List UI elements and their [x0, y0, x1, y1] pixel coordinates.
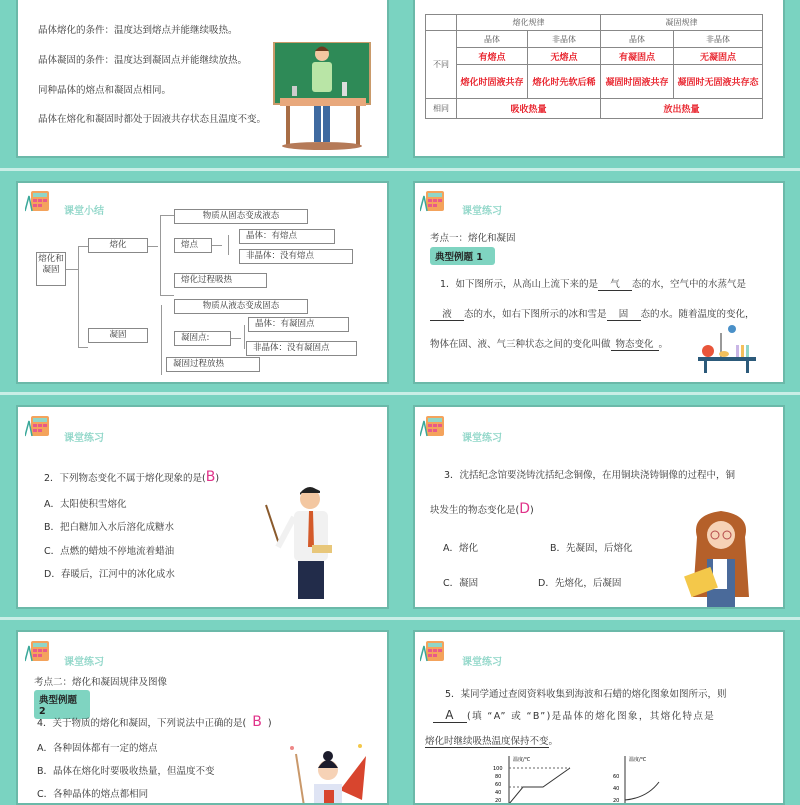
cell: 熔化时先软后稀	[528, 65, 601, 99]
cell: 凝固时无固液共存态	[674, 65, 763, 99]
question-text: 4．关于物质的熔化和凝固，下列说法中正确的是( B )	[37, 714, 272, 730]
calculator-icon	[420, 640, 448, 662]
calculator-icon	[420, 190, 448, 212]
slide-2[interactable]	[413, 0, 785, 158]
answer: D	[519, 501, 530, 517]
svg-text:温度/℃: 温度/℃	[629, 757, 647, 763]
slide-header-title: 课堂练习	[462, 206, 502, 217]
cell: 熔化时固液共存	[457, 65, 528, 99]
slide-3[interactable]	[16, 181, 389, 384]
slide-header-title: 课堂练习	[64, 433, 104, 444]
calculator-icon	[25, 415, 53, 437]
option: B．晶体在熔化时要吸收热量，但温度不变	[37, 766, 215, 777]
option: D．先熔化，后凝固	[538, 578, 622, 589]
calculator-icon	[420, 415, 448, 437]
svg-text:温度/℃: 温度/℃	[513, 757, 531, 763]
lab-equipment-illustration	[696, 323, 758, 375]
col-noncrystal: 非晶体	[674, 31, 763, 48]
option: B．先凝固，后熔化	[550, 543, 633, 554]
col-crystal: 晶体	[601, 31, 674, 48]
question-line: 块发生的物态变化是(D)	[430, 501, 534, 517]
col-noncrystal: 非晶体	[528, 31, 601, 48]
svg-text:20: 20	[613, 798, 620, 804]
option: A．太阳使积雪熔化	[44, 499, 127, 510]
solid-crystal: 晶体：有凝固点	[248, 317, 349, 332]
svg-text:60: 60	[613, 774, 620, 780]
slide-5[interactable]	[16, 405, 389, 609]
melt-crystal: 晶体：有熔点	[239, 229, 335, 244]
option: C．凝固	[443, 578, 479, 589]
col-crystal: 晶体	[457, 31, 528, 48]
cell: 无熔点	[528, 48, 601, 65]
solid-header: 凝固规律	[601, 15, 763, 31]
option: A．各种固体都有一定的熔点	[37, 743, 158, 754]
solid-heat: 凝固过程放热	[166, 357, 260, 372]
solidify-node: 凝固	[88, 328, 148, 343]
slide-header-title: 课堂练习	[64, 657, 104, 668]
melt-header: 熔化规律	[457, 15, 601, 31]
melt-noncrystal: 非晶体：没有熔点	[239, 249, 353, 264]
solid-noncrystal: 非晶体：没有凝固点	[246, 341, 357, 356]
solid-point: 凝固点:	[174, 331, 231, 346]
option: C．点燃的蜡烛不停地流着蜡油	[44, 546, 175, 557]
option: A．熔化	[443, 543, 478, 554]
cell: 无凝固点	[674, 48, 763, 65]
solid-change: 物质从液态变成固态	[174, 299, 308, 314]
teacher-with-flag-illustration	[280, 740, 380, 805]
slide-1[interactable]	[16, 0, 389, 158]
slide-7[interactable]	[16, 630, 389, 805]
question-line: 1．如下图所示，从高山上流下来的是 气 态的水，空气中的水蒸气是	[440, 276, 746, 291]
svg-text:20: 20	[495, 798, 502, 804]
melt-heat: 熔化过程吸热	[174, 273, 267, 288]
question-line: 5．某同学通过查阅资料收集到海波和石蜡的熔化图象如图所示，则	[445, 689, 727, 700]
text-line: 晶体凝固的条件：温度达到凝固点并能继续放热。	[38, 55, 248, 66]
teacher-chalkboard-illustration	[272, 42, 372, 152]
slide-6[interactable]	[413, 405, 785, 609]
slide-header-title: 课堂小结	[64, 206, 104, 217]
example-badge: 典型例题 2	[34, 690, 90, 719]
slide-4[interactable]	[413, 181, 785, 384]
melting-chart-b	[603, 754, 673, 804]
rule-table	[425, 14, 763, 119]
cell: 有凝固点	[601, 48, 674, 65]
answer: B	[205, 469, 216, 485]
cell: 凝固时固液共存	[601, 65, 674, 99]
slide-header-title: 课堂练习	[462, 657, 502, 668]
question-line: 物体在固、液、气三种状态之间的变化叫做 物态变化 。	[430, 336, 668, 351]
example-badge: 典型例题 1	[430, 247, 495, 265]
root-node: 熔化和凝固	[36, 252, 66, 286]
question-line: A (填 “A” 或 “B”)是晶体的熔化图象，其熔化特点是	[433, 708, 715, 723]
calculator-icon	[25, 640, 53, 662]
melting-chart-a	[485, 754, 575, 804]
slide-header-title: 课堂练习	[462, 433, 502, 444]
melt-point: 熔点	[174, 238, 212, 253]
cell: 吸收热量	[457, 99, 601, 119]
text-line: 同种晶体的熔点和凝固点相同。	[38, 85, 172, 96]
text-line: 晶体在熔化和凝固时都处于固液共存状态且温度不变。	[38, 114, 267, 125]
option: C．各种晶体的熔点都相同	[37, 789, 149, 800]
svg-text:40: 40	[495, 790, 502, 796]
teacher-pointer-illustration	[248, 487, 348, 602]
question-line: 熔化时继续吸热温度保持不变。	[425, 736, 559, 747]
svg-text:40: 40	[613, 786, 620, 792]
svg-text:80: 80	[495, 774, 502, 780]
option: D．春暖后，江河中的冰化成水	[44, 569, 175, 580]
text-line: 晶体熔化的条件：温度达到熔点并能继续吸热。	[38, 25, 238, 36]
melt-change: 物质从固态变成液态	[174, 209, 308, 224]
answer: B	[252, 714, 262, 730]
svg-text:60: 60	[495, 782, 502, 788]
girl-with-book-illustration	[683, 507, 759, 609]
question-text: 2．下列物态变化不属于熔化现象的是(B)	[44, 469, 220, 485]
diff-label: 不同	[426, 31, 457, 99]
calculator-icon	[25, 190, 53, 212]
svg-text:100: 100	[493, 766, 503, 772]
question-line: 3．沈括纪念馆要浇铸沈括纪念铜像，在用铜块浇铸铜像的过程中，铜	[444, 470, 736, 481]
topic-label: 考点一：熔化和凝固	[430, 233, 516, 244]
option: B．把白糖加入水后溶化成糖水	[44, 522, 175, 533]
cell: 有熔点	[457, 48, 528, 65]
same-label: 相同	[426, 99, 457, 119]
cell: 放出热量	[601, 99, 763, 119]
topic-label: 考点二：熔化和凝固规律及图像	[34, 677, 168, 688]
melt-node: 熔化	[88, 238, 148, 253]
question-line: 液 态的水，如右下图所示的冰和雪是 固 态的水。随着温度的变化，	[430, 306, 755, 321]
slide-8[interactable]	[413, 630, 785, 805]
